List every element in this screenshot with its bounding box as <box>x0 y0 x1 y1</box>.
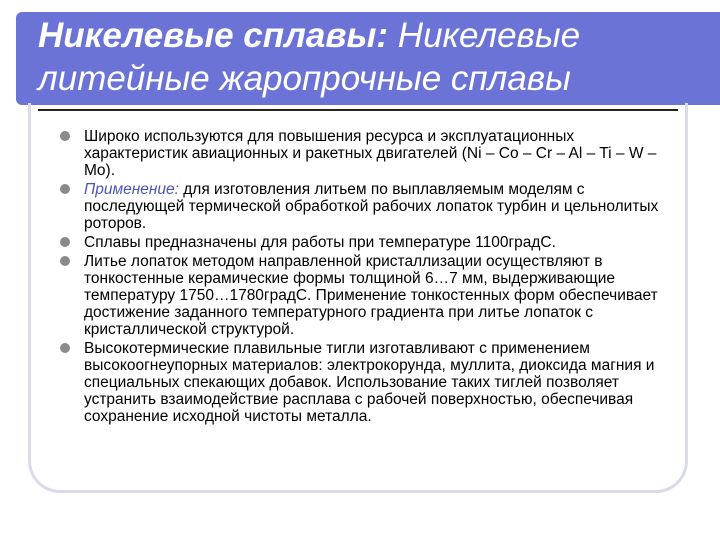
bullet-dot-icon <box>60 256 70 266</box>
bullet-text: Сплавы предназначены для работы при температуре 1100градС. <box>84 234 556 251</box>
bullet-text: Литье лопаток методом направленной кристаллизации осуществляют в тонкостенные керамические формы толщиной 6…7 мм, выдерживающие температуру 1750…1780градС. Применение тонкостенных форм обеспечивает достижение заданного температурного градиента при литье лопаток с кристаллической структурой. <box>84 253 658 338</box>
bullet-dot-icon <box>60 237 70 247</box>
bullet-text: Широко используются для повышения ресурса и эксплуатационных характеристик авиационных и ракетных двигателей (Ni – Co – Cr – Al – Ti – W – Mo). <box>84 128 657 179</box>
bullet-item <box>60 128 660 179</box>
title-topic: Никелевые сплавы: <box>38 16 389 55</box>
title-subtopic: Никелевые литейные жаропрочные сплавы <box>38 16 581 98</box>
bullet-item <box>60 234 660 251</box>
bullet-item <box>60 340 660 425</box>
bullet-text: Высокотермические плавильные тигли изготавливают с применением высокоогнеупорных материалов: электрокорунда, муллита, диоксида магния и специальных спекающих добавок. Использование таких тиглей позволяет устранить взаимодействие расплава с рабочей поверхностью, обеспечивая сохранение исходной чистоты металла. <box>84 340 655 425</box>
bullet-lead: Применение: <box>84 181 179 198</box>
bullet-dot-icon <box>60 131 70 141</box>
bullet-dot-icon <box>60 343 70 353</box>
bullet-item <box>60 253 660 338</box>
bullet-item <box>60 181 660 232</box>
slide-title <box>38 14 678 100</box>
bullet-dot-icon <box>60 184 70 194</box>
bullet-text: для изготовления литьем по выплавляемым моделям с последующей термической обработкой рабочих лопаток турбин и цельнолитых роторов. <box>84 181 659 232</box>
bullet-list <box>60 128 660 427</box>
